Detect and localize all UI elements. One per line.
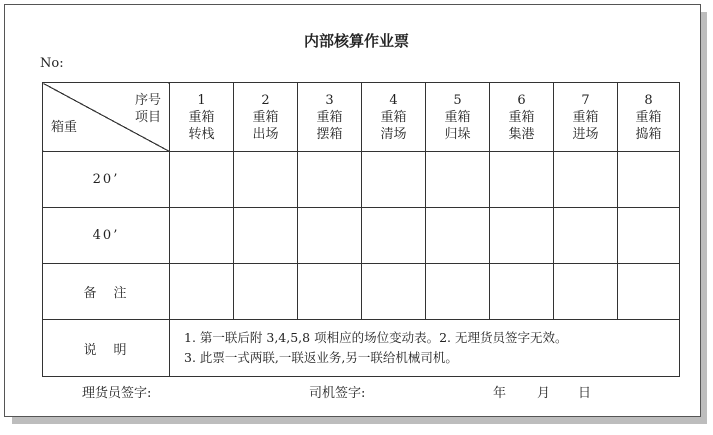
row-label-remarks: 备 注 — [43, 264, 170, 320]
column-line2: 集港 — [508, 126, 535, 142]
row-label-20ft: 20’ — [43, 152, 170, 208]
driver-signature-label: 司机签字: — [309, 386, 366, 401]
column-number: 4 — [389, 92, 398, 108]
row-20ft — [43, 152, 680, 208]
entry-cell[interactable] — [170, 208, 234, 264]
column-line1: 重箱 — [380, 109, 407, 125]
column-header-4 — [362, 83, 426, 152]
header-weight-label: 箱重 — [51, 120, 78, 135]
entry-cell[interactable] — [618, 152, 680, 208]
column-number: 8 — [644, 92, 653, 108]
column-header-6 — [490, 83, 554, 152]
date-day-label: 日 — [578, 386, 592, 401]
entry-cell[interactable] — [490, 152, 554, 208]
column-header-7 — [554, 83, 618, 152]
column-header-1 — [170, 83, 234, 152]
row-remarks — [43, 264, 680, 320]
column-line1: 重箱 — [188, 109, 215, 125]
serial-number-label: No: — [40, 56, 64, 71]
column-number: 5 — [453, 92, 462, 108]
header-row — [43, 83, 680, 152]
column-line1: 重箱 — [316, 109, 343, 125]
date-year-label: 年 — [493, 386, 507, 401]
entry-cell[interactable] — [298, 264, 362, 320]
form-title: 内部核算作业票 — [303, 32, 409, 50]
explanation-line-2: 3. 此票一式两联,一联返业务,另一联给机械司机。 — [184, 350, 458, 365]
column-line1: 重箱 — [635, 109, 662, 125]
explanation-line-1: 1. 第一联后附 3,4,5,8 项相应的场位变动表。2. 无理货员签字无效。 — [184, 330, 568, 345]
operation-table — [42, 82, 680, 377]
column-number: 6 — [517, 92, 526, 108]
row-explanation — [43, 320, 680, 377]
date-month-label: 月 — [537, 386, 551, 401]
column-line2: 转栈 — [188, 126, 215, 142]
entry-cell[interactable] — [426, 208, 490, 264]
header-seq-label: 序号 — [134, 93, 161, 108]
entry-cell[interactable] — [170, 152, 234, 208]
row-label-explanation: 说 明 — [43, 320, 170, 377]
column-header-5 — [426, 83, 490, 152]
entry-cell[interactable] — [426, 264, 490, 320]
row-label-40ft: 40’ — [43, 208, 170, 264]
entry-cell[interactable] — [362, 264, 426, 320]
entry-cell[interactable] — [298, 208, 362, 264]
entry-cell[interactable] — [554, 264, 618, 320]
column-line1: 重箱 — [508, 109, 535, 125]
entry-cell[interactable] — [618, 208, 680, 264]
entry-cell[interactable] — [554, 208, 618, 264]
column-header-2 — [234, 83, 298, 152]
column-header-3 — [298, 83, 362, 152]
header-item-label: 项目 — [134, 110, 161, 125]
column-line2: 出场 — [252, 126, 279, 142]
entry-cell[interactable] — [490, 264, 554, 320]
column-line2: 归垛 — [444, 126, 471, 142]
clerk-signature-label: 理货员签字: — [82, 386, 152, 401]
column-line1: 重箱 — [252, 109, 279, 125]
column-line2: 摆箱 — [316, 126, 343, 142]
row-40ft — [43, 208, 680, 264]
column-number: 7 — [581, 92, 590, 108]
entry-cell[interactable] — [554, 152, 618, 208]
entry-cell[interactable] — [234, 152, 298, 208]
column-number: 2 — [261, 92, 270, 108]
column-line1: 重箱 — [444, 109, 471, 125]
entry-cell[interactable] — [362, 208, 426, 264]
entry-cell[interactable] — [234, 208, 298, 264]
column-line2: 清场 — [380, 126, 407, 142]
entry-cell[interactable] — [298, 152, 362, 208]
entry-cell[interactable] — [234, 264, 298, 320]
explanation-text — [170, 320, 680, 377]
column-header-8 — [618, 83, 680, 152]
entry-cell[interactable] — [426, 152, 490, 208]
column-line2: 捣箱 — [635, 126, 662, 142]
column-line2: 进场 — [572, 126, 599, 142]
column-number: 3 — [325, 92, 334, 108]
column-line1: 重箱 — [572, 109, 599, 125]
entry-cell[interactable] — [490, 208, 554, 264]
entry-cell[interactable] — [618, 264, 680, 320]
diagonal-header-cell — [43, 83, 170, 152]
entry-cell[interactable] — [170, 264, 234, 320]
entry-cell[interactable] — [362, 152, 426, 208]
column-number: 1 — [197, 92, 206, 108]
